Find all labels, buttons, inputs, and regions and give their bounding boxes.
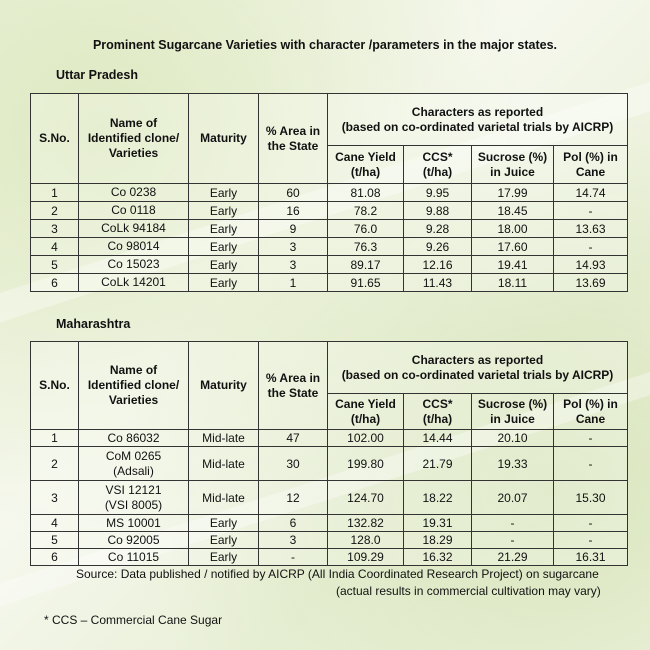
cell-area: 12 — [259, 481, 328, 515]
cell-yield: 102.00 — [328, 430, 404, 447]
header-pol — [554, 146, 628, 184]
header-name-line: Varieties — [108, 146, 159, 160]
cell-variety — [79, 202, 189, 220]
table-row — [31, 274, 628, 292]
cell-ccs: 16.32 — [404, 549, 472, 566]
cell-variety — [79, 430, 189, 447]
table-row — [31, 515, 628, 532]
cell-sucrose: 17.60 — [472, 238, 554, 256]
variety-name: VSI 12121 — [105, 482, 162, 497]
cell-sno: 2 — [31, 447, 79, 481]
cell-yield: 132.82 — [328, 515, 404, 532]
cell-sucrose: 18.45 — [472, 202, 554, 220]
variety-name: CoM 0265 — [105, 448, 162, 463]
header-pol — [554, 394, 628, 430]
cell-ccs: 9.28 — [404, 220, 472, 238]
header-name-line: Identified clone/ — [87, 378, 180, 392]
cell-variety — [79, 274, 189, 292]
variety-name: Co 86032 — [107, 430, 160, 445]
ccs-footnote: * CCS – Commercial Cane Sugar — [44, 613, 223, 627]
cell-variety — [79, 481, 189, 515]
cell-ccs: 11.43 — [404, 274, 472, 292]
cell-variety — [79, 515, 189, 532]
cell-variety — [79, 184, 189, 202]
cell-pol: - — [554, 532, 628, 549]
variety-name: Co 0118 — [111, 203, 156, 217]
cell-sno: 3 — [31, 220, 79, 238]
table-row — [31, 202, 628, 220]
cell-ccs: 18.22 — [404, 481, 472, 515]
header-line: (t/ha) — [350, 411, 381, 426]
header-characters — [328, 342, 628, 394]
state-label-maharashtra: Maharashtra — [56, 317, 131, 331]
cell-sucrose: 20.07 — [472, 481, 554, 515]
cell-yield: 78.2 — [328, 202, 404, 220]
cell-maturity: Early — [189, 238, 259, 256]
cell-maturity: Early — [189, 202, 259, 220]
cell-yield: 89.17 — [328, 256, 404, 274]
header-area — [259, 342, 328, 430]
cell-maturity: Mid-late — [189, 430, 259, 447]
table-row — [31, 549, 628, 566]
cell-maturity: Mid-late — [189, 481, 259, 515]
cell-variety — [79, 238, 189, 256]
header-line: (t/ha) — [350, 164, 381, 179]
cell-variety — [79, 549, 189, 566]
cell-sno: 6 — [31, 274, 79, 292]
header-line: (t/ha) — [422, 411, 453, 426]
cell-yield: 128.0 — [328, 532, 404, 549]
table-row — [31, 220, 628, 238]
header-line: Cane Yield — [335, 396, 396, 411]
cell-pol: - — [554, 202, 628, 220]
header-line: in Juice — [490, 164, 535, 179]
header-area-line: % Area in — [265, 123, 321, 138]
cell-maturity: Early — [189, 274, 259, 292]
cell-ccs: 14.44 — [404, 430, 472, 447]
header-area-line: the State — [267, 138, 319, 153]
cell-sno: 4 — [31, 238, 79, 256]
cell-maturity: Early — [189, 220, 259, 238]
cell-pol: 14.74 — [554, 184, 628, 202]
cell-pol: 14.93 — [554, 256, 628, 274]
cell-area: 3 — [259, 238, 328, 256]
cell-sno: 3 — [31, 481, 79, 515]
cell-variety — [79, 447, 189, 481]
source-caveat: (actual results in commercial cultivation may vary) — [336, 584, 601, 598]
cell-area: 3 — [259, 532, 328, 549]
cell-pol: 16.31 — [554, 549, 628, 566]
cell-yield: 91.65 — [328, 274, 404, 292]
cell-yield: 124.70 — [328, 481, 404, 515]
cell-ccs: 9.95 — [404, 184, 472, 202]
cell-ccs: 21.79 — [404, 447, 472, 481]
cell-area: 1 — [259, 274, 328, 292]
cell-sno: 5 — [31, 256, 79, 274]
header-characters-line: (based on co-ordinated varietal trials by AICRP) — [341, 119, 614, 134]
header-line: Cane — [575, 164, 606, 179]
cell-maturity: Mid-late — [189, 447, 259, 481]
header-line: Sucrose (%) — [477, 396, 548, 411]
table-row — [31, 447, 628, 481]
header-sucrose — [472, 394, 554, 430]
header-name-line: Varieties — [108, 393, 159, 407]
header-sno: S.No. — [31, 94, 79, 184]
header-characters — [328, 94, 628, 146]
variety-name: Co 98014 — [107, 239, 160, 253]
cell-area: 47 — [259, 430, 328, 447]
cell-maturity: Early — [189, 184, 259, 202]
variety-alias: (Adsali) — [113, 463, 154, 478]
cell-sno: 6 — [31, 549, 79, 566]
source-note: Source: Data published / notified by AICRP (All India Coordinated Research Project) on sugarcane — [76, 567, 599, 581]
header-characters-line: (based on co-ordinated varietal trials by AICRP) — [341, 367, 614, 382]
cell-pol: - — [554, 430, 628, 447]
variety-name: MS 10001 — [106, 515, 161, 530]
header-line: (t/ha) — [422, 164, 453, 179]
page-title: Prominent Sugarcane Varieties with character /parameters in the major states. — [92, 38, 558, 52]
header-maturity: Maturity — [189, 94, 259, 184]
header-line: Pol (%) in — [563, 396, 618, 411]
cell-area: 6 — [259, 515, 328, 532]
cell-sucrose: 18.11 — [472, 274, 554, 292]
header-line: Cane Yield — [335, 149, 396, 164]
table-row — [31, 532, 628, 549]
header-line: in Juice — [490, 411, 535, 426]
cell-area: 3 — [259, 256, 328, 274]
table-row — [31, 184, 628, 202]
header-area — [259, 94, 328, 184]
cell-variety — [79, 532, 189, 549]
header-line: Pol (%) in — [563, 149, 618, 164]
variety-name: Co 15023 — [107, 257, 160, 271]
variety-name: Co 92005 — [107, 532, 160, 547]
header-area-line: the State — [267, 385, 319, 400]
cell-yield: 76.0 — [328, 220, 404, 238]
cell-area: 16 — [259, 202, 328, 220]
cell-pol: 15.30 — [554, 481, 628, 515]
header-line: CCS* — [422, 149, 453, 164]
maharashtra-table — [30, 341, 628, 566]
header-name-line: Name of — [109, 363, 158, 377]
variety-name: Co 0238 — [110, 185, 157, 199]
cell-sucrose: - — [472, 515, 554, 532]
header-line: CCS* — [422, 396, 453, 411]
cell-area: 30 — [259, 447, 328, 481]
cell-sucrose: 19.33 — [472, 447, 554, 481]
cell-sucrose: 17.99 — [472, 184, 554, 202]
cell-sucrose: 18.00 — [472, 220, 554, 238]
header-characters-line: Characters as reported — [411, 352, 544, 367]
cell-ccs: 12.16 — [404, 256, 472, 274]
cell-ccs: 9.88 — [404, 202, 472, 220]
variety-name: Co 11015 — [107, 549, 160, 564]
header-line: Sucrose (%) — [477, 149, 548, 164]
header-line: Cane — [575, 411, 606, 426]
cell-pol: 13.63 — [554, 220, 628, 238]
state-label-uttar-pradesh: Uttar Pradesh — [56, 68, 138, 82]
cell-sucrose: - — [472, 532, 554, 549]
cell-yield: 76.3 — [328, 238, 404, 256]
header-ccs — [404, 146, 472, 184]
header-sno: S.No. — [31, 342, 79, 430]
cell-pol: - — [554, 238, 628, 256]
cell-area: - — [259, 549, 328, 566]
cell-yield: 109.29 — [328, 549, 404, 566]
cell-maturity: Early — [189, 549, 259, 566]
cell-maturity: Early — [189, 256, 259, 274]
header-maturity: Maturity — [189, 342, 259, 430]
cell-sno: 1 — [31, 430, 79, 447]
header-characters-line: Characters as reported — [411, 104, 544, 119]
cell-sucrose: 20.10 — [472, 430, 554, 447]
cell-variety — [79, 256, 189, 274]
variety-name: CoLk 94184 — [101, 221, 166, 235]
header-name — [79, 94, 189, 184]
cell-sno: 1 — [31, 184, 79, 202]
header-name — [79, 342, 189, 430]
header-area-line: % Area in — [265, 370, 321, 385]
header-name-line: Identified clone/ — [87, 131, 180, 145]
cell-area: 9 — [259, 220, 328, 238]
cell-pol: 13.69 — [554, 274, 628, 292]
cell-maturity: Early — [189, 515, 259, 532]
header-ccs — [404, 394, 472, 430]
cell-pol: - — [554, 447, 628, 481]
header-name-line: Name of — [109, 116, 158, 130]
cell-ccs: 18.29 — [404, 532, 472, 549]
variety-alias: (VSI 8005) — [104, 497, 163, 512]
cell-ccs: 9.26 — [404, 238, 472, 256]
cell-sno: 2 — [31, 202, 79, 220]
table-row — [31, 256, 628, 274]
cell-ccs: 19.31 — [404, 515, 472, 532]
cell-yield: 199.80 — [328, 447, 404, 481]
header-sucrose — [472, 146, 554, 184]
cell-sucrose: 21.29 — [472, 549, 554, 566]
variety-name: CoLk 14201 — [101, 275, 166, 289]
header-cane-yield — [328, 394, 404, 430]
table-row — [31, 238, 628, 256]
cell-pol: - — [554, 515, 628, 532]
table-row — [31, 430, 628, 447]
cell-maturity: Early — [189, 532, 259, 549]
cell-sucrose: 19.41 — [472, 256, 554, 274]
cell-sno: 4 — [31, 515, 79, 532]
header-cane-yield — [328, 146, 404, 184]
cell-variety — [79, 220, 189, 238]
cell-area: 60 — [259, 184, 328, 202]
uttar-pradesh-table — [30, 93, 628, 292]
table-row — [31, 481, 628, 515]
cell-yield: 81.08 — [328, 184, 404, 202]
cell-sno: 5 — [31, 532, 79, 549]
